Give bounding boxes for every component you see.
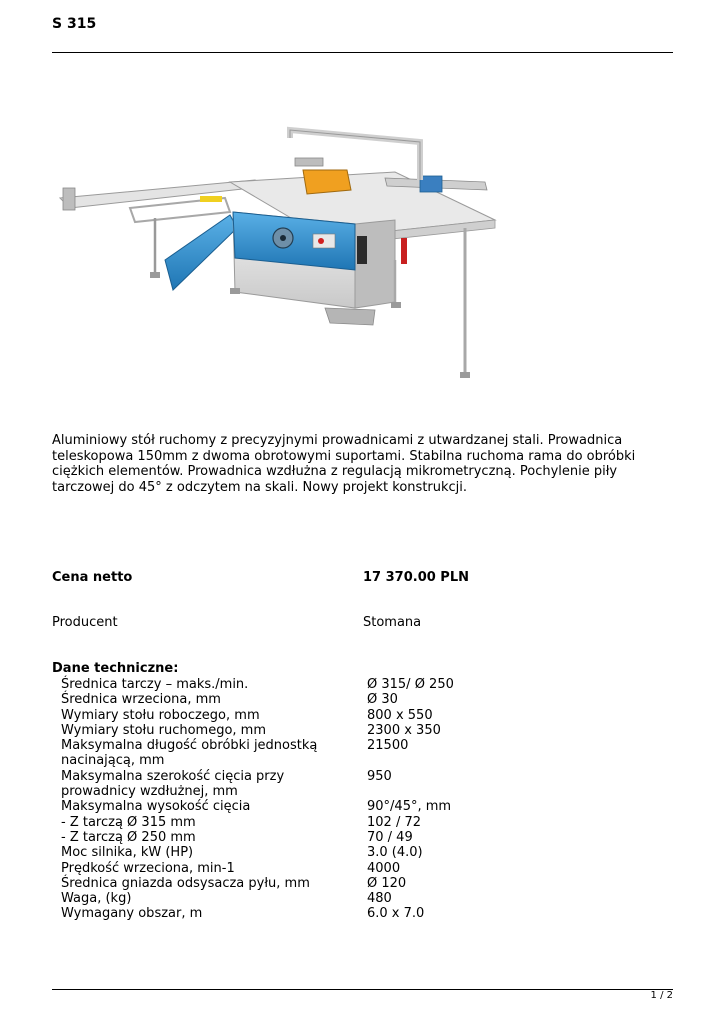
product-description: Aluminiowy stół ruchomy z precyzyjnymi prowadnicami z utwardzanej stali. Prowadnica teleskopowa 150mm z dwoma obrotowymi suportami. Stabilna ruchoma rama do obróbki ciężkich elementów. Prowadnica wzdłużna z regulacją mikrometryczną. Pochylenie piły tarczowej do 45° z odczytem na skali. Nowy projekt konstrukcji. — [52, 433, 636, 495]
footer-divider — [52, 989, 673, 990]
saw-machine-image — [55, 120, 510, 380]
spec-value: 102 / 72 — [367, 814, 421, 830]
spec-label: Prędkość wrzeciona, min-1 — [61, 860, 235, 876]
spec-value: Ø 30 — [367, 692, 398, 708]
spec-value: Ø 120 — [367, 875, 407, 891]
spec-label: Maksymalna wysokość cięcia — [61, 799, 251, 815]
page-number: 1 / 2 — [650, 990, 673, 1001]
specs-title: Dane techniczne: — [52, 661, 179, 676]
header-divider — [52, 52, 673, 53]
spec-label: Wymagany obszar, m — [61, 906, 203, 922]
spec-row — [61, 845, 673, 860]
spec-value: 4000 — [367, 860, 401, 876]
spec-label: - Z tarczą Ø 315 mm — [61, 814, 196, 830]
spec-row — [61, 738, 673, 769]
spec-row — [61, 677, 673, 692]
spec-row — [61, 815, 673, 830]
spec-value: 800 x 550 — [367, 707, 433, 723]
producer-value: Stomana — [363, 615, 422, 630]
spec-value: 90°/45°, mm — [367, 799, 452, 815]
spec-label: Maksymalna długość obróbki jednostką nacinającą, mm — [61, 738, 318, 769]
spec-label: Moc silnika, kW (HP) — [61, 845, 194, 861]
price-value: 17 370.00 PLN — [363, 570, 469, 585]
spec-value: 70 / 49 — [367, 829, 413, 845]
spec-row — [61, 876, 673, 891]
spec-label: Średnica gniazda odsysacza pyłu, mm — [61, 875, 310, 891]
producer-label: Producent — [52, 615, 118, 630]
spec-row — [61, 906, 673, 921]
price-label: Cena netto — [52, 570, 133, 585]
spec-label: Wymiary stołu roboczego, mm — [61, 707, 260, 723]
spec-label: Średnica wrzeciona, mm — [61, 692, 221, 708]
spec-value: 21500 — [367, 738, 409, 754]
spec-value: Ø 315/ Ø 250 — [367, 677, 454, 692]
spec-value: 2300 x 350 — [367, 722, 441, 738]
spec-row — [61, 891, 673, 906]
spec-label: Waga, (kg) — [61, 891, 132, 907]
spec-value: 480 — [367, 891, 392, 907]
spec-label: Maksymalna szerokość cięcia przy prowadnicy wzdłużnej, mm — [61, 768, 285, 800]
spec-value: 6.0 x 7.0 — [367, 906, 425, 922]
specs-table — [61, 677, 673, 922]
page-title: S 315 — [52, 16, 97, 32]
spec-row — [61, 723, 673, 738]
spec-row — [61, 861, 673, 876]
spec-value: 950 — [367, 768, 392, 784]
spec-row — [61, 769, 673, 800]
spec-value: 3.0 (4.0) — [367, 845, 423, 861]
spec-row — [61, 708, 673, 723]
spec-label: - Z tarczą Ø 250 mm — [61, 829, 196, 845]
spec-row — [61, 830, 673, 845]
spec-label: Wymiary stołu ruchomego, mm — [61, 722, 267, 738]
spec-row — [61, 799, 673, 814]
spec-row — [61, 692, 673, 707]
spec-label: Średnica tarczy – maks./min. — [61, 677, 249, 692]
